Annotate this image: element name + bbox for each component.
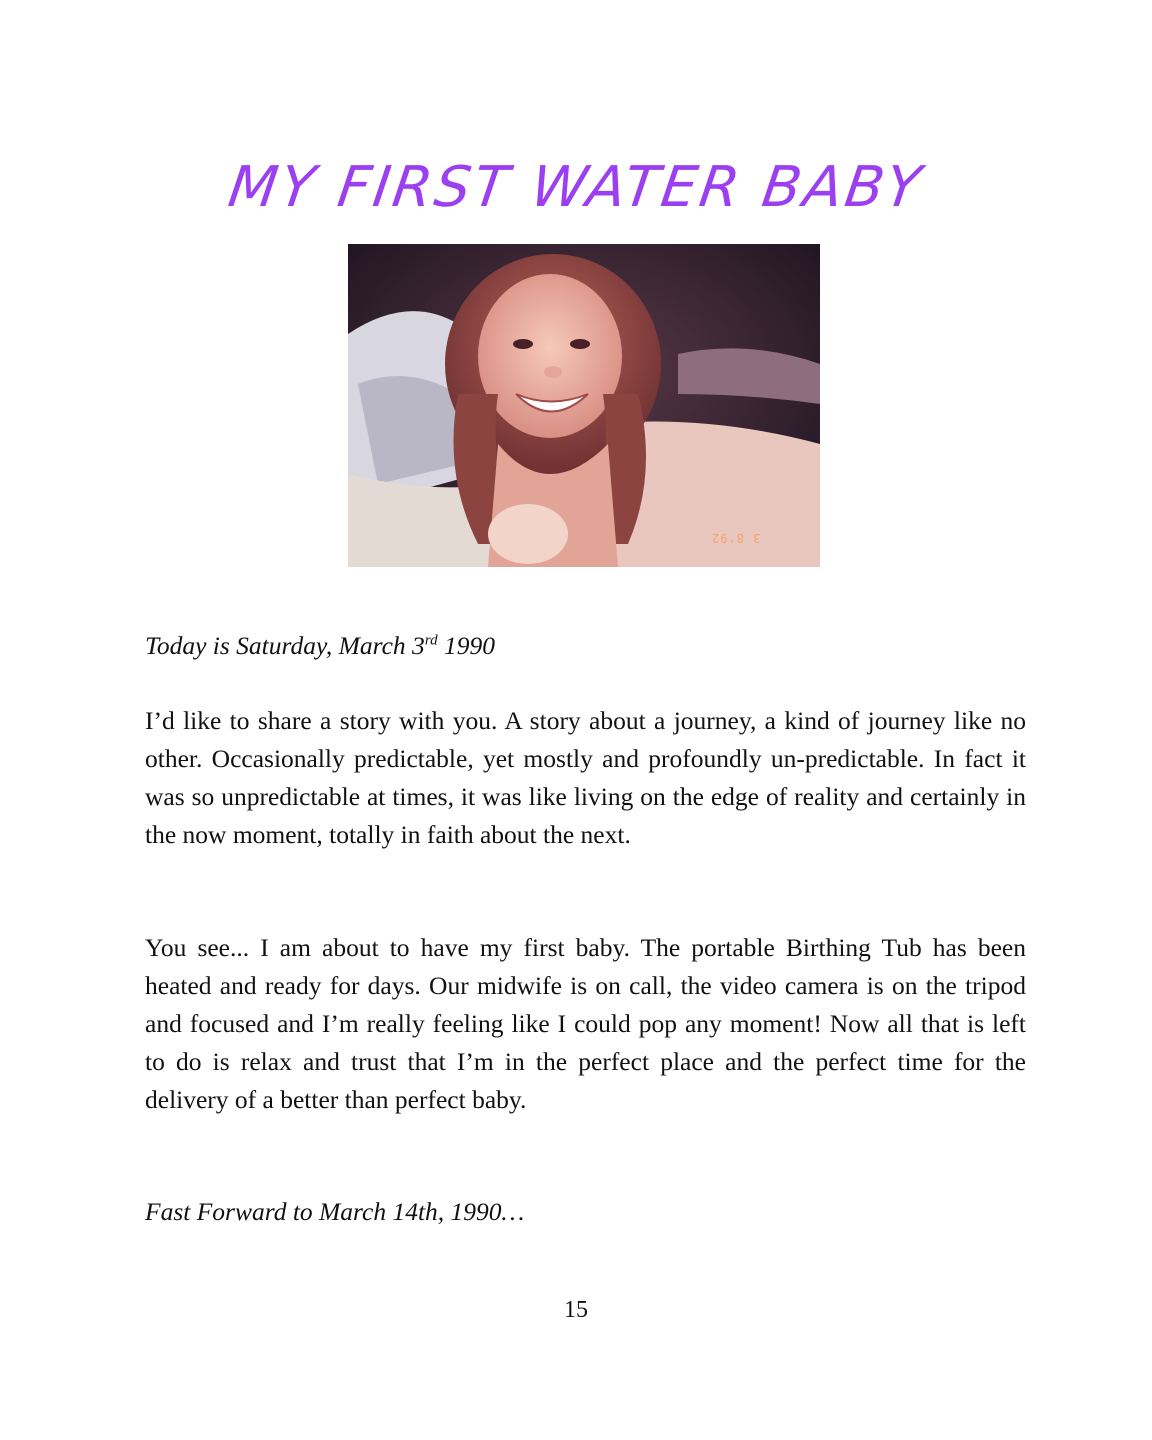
fast-forward-line: Fast Forward to March 14th, 1990…	[145, 1197, 525, 1226]
page-title: MY FIRST WATER BABY	[224, 155, 928, 220]
page-number: 15	[564, 1297, 588, 1323]
dateline	[145, 627, 1026, 665]
child-photo	[348, 244, 820, 567]
paragraph-baby: You see... I am about to have my first baby. The portable Birthing Tub has been heated and ready for days. Our midwife is on call, the video camera is on the tripod and focused and I’m really feeling like I could pop any moment! Now all that is left to do is relax and trust that I’m in the perfect place and the perfect time for the delivery of a better than perfect baby.	[145, 933, 1026, 1114]
dateline-prefix: Today is Saturday, March 3	[145, 631, 425, 660]
dateline-superscript: rd	[424, 632, 438, 649]
paragraph-intro: I’d like to share a story with you. A story about a journey, a kind of journey like no other. Occasionally predictable, yet mostly and profoundly un-predictable. In fact it was so unpredictable at times, it was like living on the edge of reality and certainly in the now moment, totally in faith about the next.	[145, 706, 1026, 849]
photo-date-stamp: 3 8'92	[710, 531, 760, 545]
dateline-suffix: 1990	[437, 631, 495, 660]
child-photo-illustration	[348, 244, 820, 567]
